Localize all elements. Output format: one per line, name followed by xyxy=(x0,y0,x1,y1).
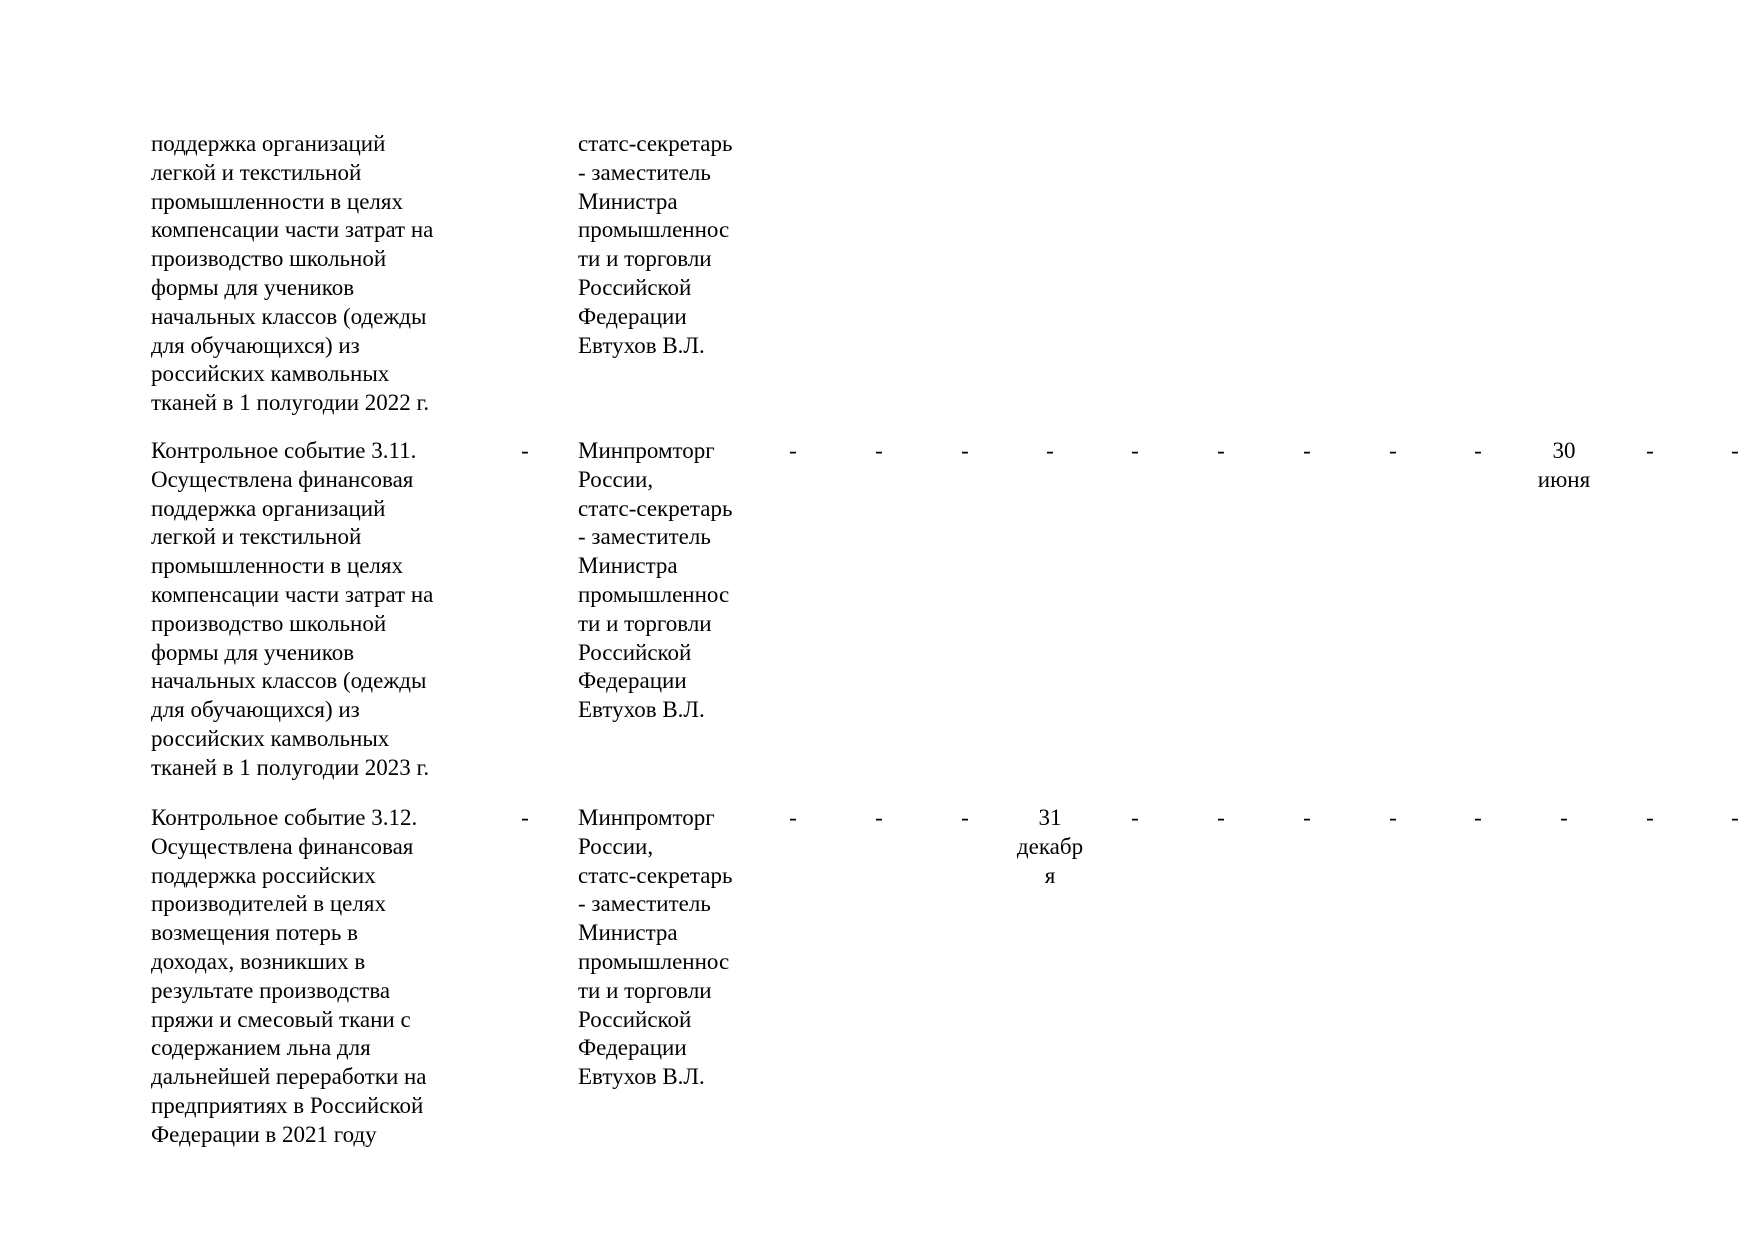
row-1-col-6: - xyxy=(1217,438,1225,463)
row-1-col-8: - xyxy=(1389,438,1397,463)
row-2-col-8: - xyxy=(1389,805,1397,830)
row-2-col-7: - xyxy=(1303,805,1311,830)
row-1-col-5: - xyxy=(1131,438,1139,463)
row-0-responsible: статс-секретарь - заместитель Министра промышленнос ти и торговли Российской Федерации Евтухов В.Л. xyxy=(578,131,733,358)
row-1-col-3: - xyxy=(961,438,969,463)
row-2-col-2: - xyxy=(875,805,883,830)
row-2-col-4: 31 декабр я xyxy=(1016,805,1084,888)
row-1-responsible: Минпромторг России, статс-секретарь - заместитель Министра промышленнос ти и торговли Российской Федерации Евтухов В.Л. xyxy=(578,438,733,723)
row-1-col-9: - xyxy=(1474,438,1482,463)
row-2-col-5: - xyxy=(1131,805,1139,830)
row-2-col-12: - xyxy=(1731,805,1739,830)
row-1-col-11: - xyxy=(1646,438,1654,463)
row-1-col-4: - xyxy=(1046,438,1054,463)
row-0-description: поддержка организаций легкой и текстильной промышленности в целях компенсации части затрат на производство школьной формы для учеников начальных классов (одежды для обучающихся) из российских камвольных тканей в 1 полугодии 2022 г. xyxy=(151,131,434,416)
row-1-col-1: - xyxy=(789,438,797,463)
row-2-responsible: Минпромторг России, статс-секретарь - заместитель Министра промышленнос ти и торговли Российской Федерации Евтухов В.Л. xyxy=(578,805,733,1090)
row-2-col-9: - xyxy=(1474,805,1482,830)
row-1-col-12: - xyxy=(1731,438,1739,463)
row-1-col2: - xyxy=(521,438,529,463)
row-2-col-10: - xyxy=(1560,805,1568,830)
row-1-col-10: 30 июня xyxy=(1537,438,1591,492)
row-1-col-7: - xyxy=(1303,438,1311,463)
row-2-description: Контрольное событие 3.12. Осуществлена финансовая поддержка российских производителей в целях возмещения потерь в доходах, возникших в результате производства пряжи и смесовый ткани с содержанием льна для дальнейшей переработки на предприятиях в Российской Федерации в 2021 году xyxy=(151,805,427,1147)
row-2-col-11: - xyxy=(1646,805,1654,830)
row-2-col2: - xyxy=(521,805,529,830)
row-1-col-2: - xyxy=(875,438,883,463)
row-2-col-1: - xyxy=(789,805,797,830)
row-1-description: Контрольное событие 3.11. Осуществлена финансовая поддержка организаций легкой и текстильной промышленности в целях компенсации части затрат на производство школьной формы для учеников начальных классов (одежды для обучающихся) из российских камвольных тканей в 1 полугодии 2023 г. xyxy=(151,438,434,780)
row-2-col-6: - xyxy=(1217,805,1225,830)
row-2-col-3: - xyxy=(961,805,969,830)
